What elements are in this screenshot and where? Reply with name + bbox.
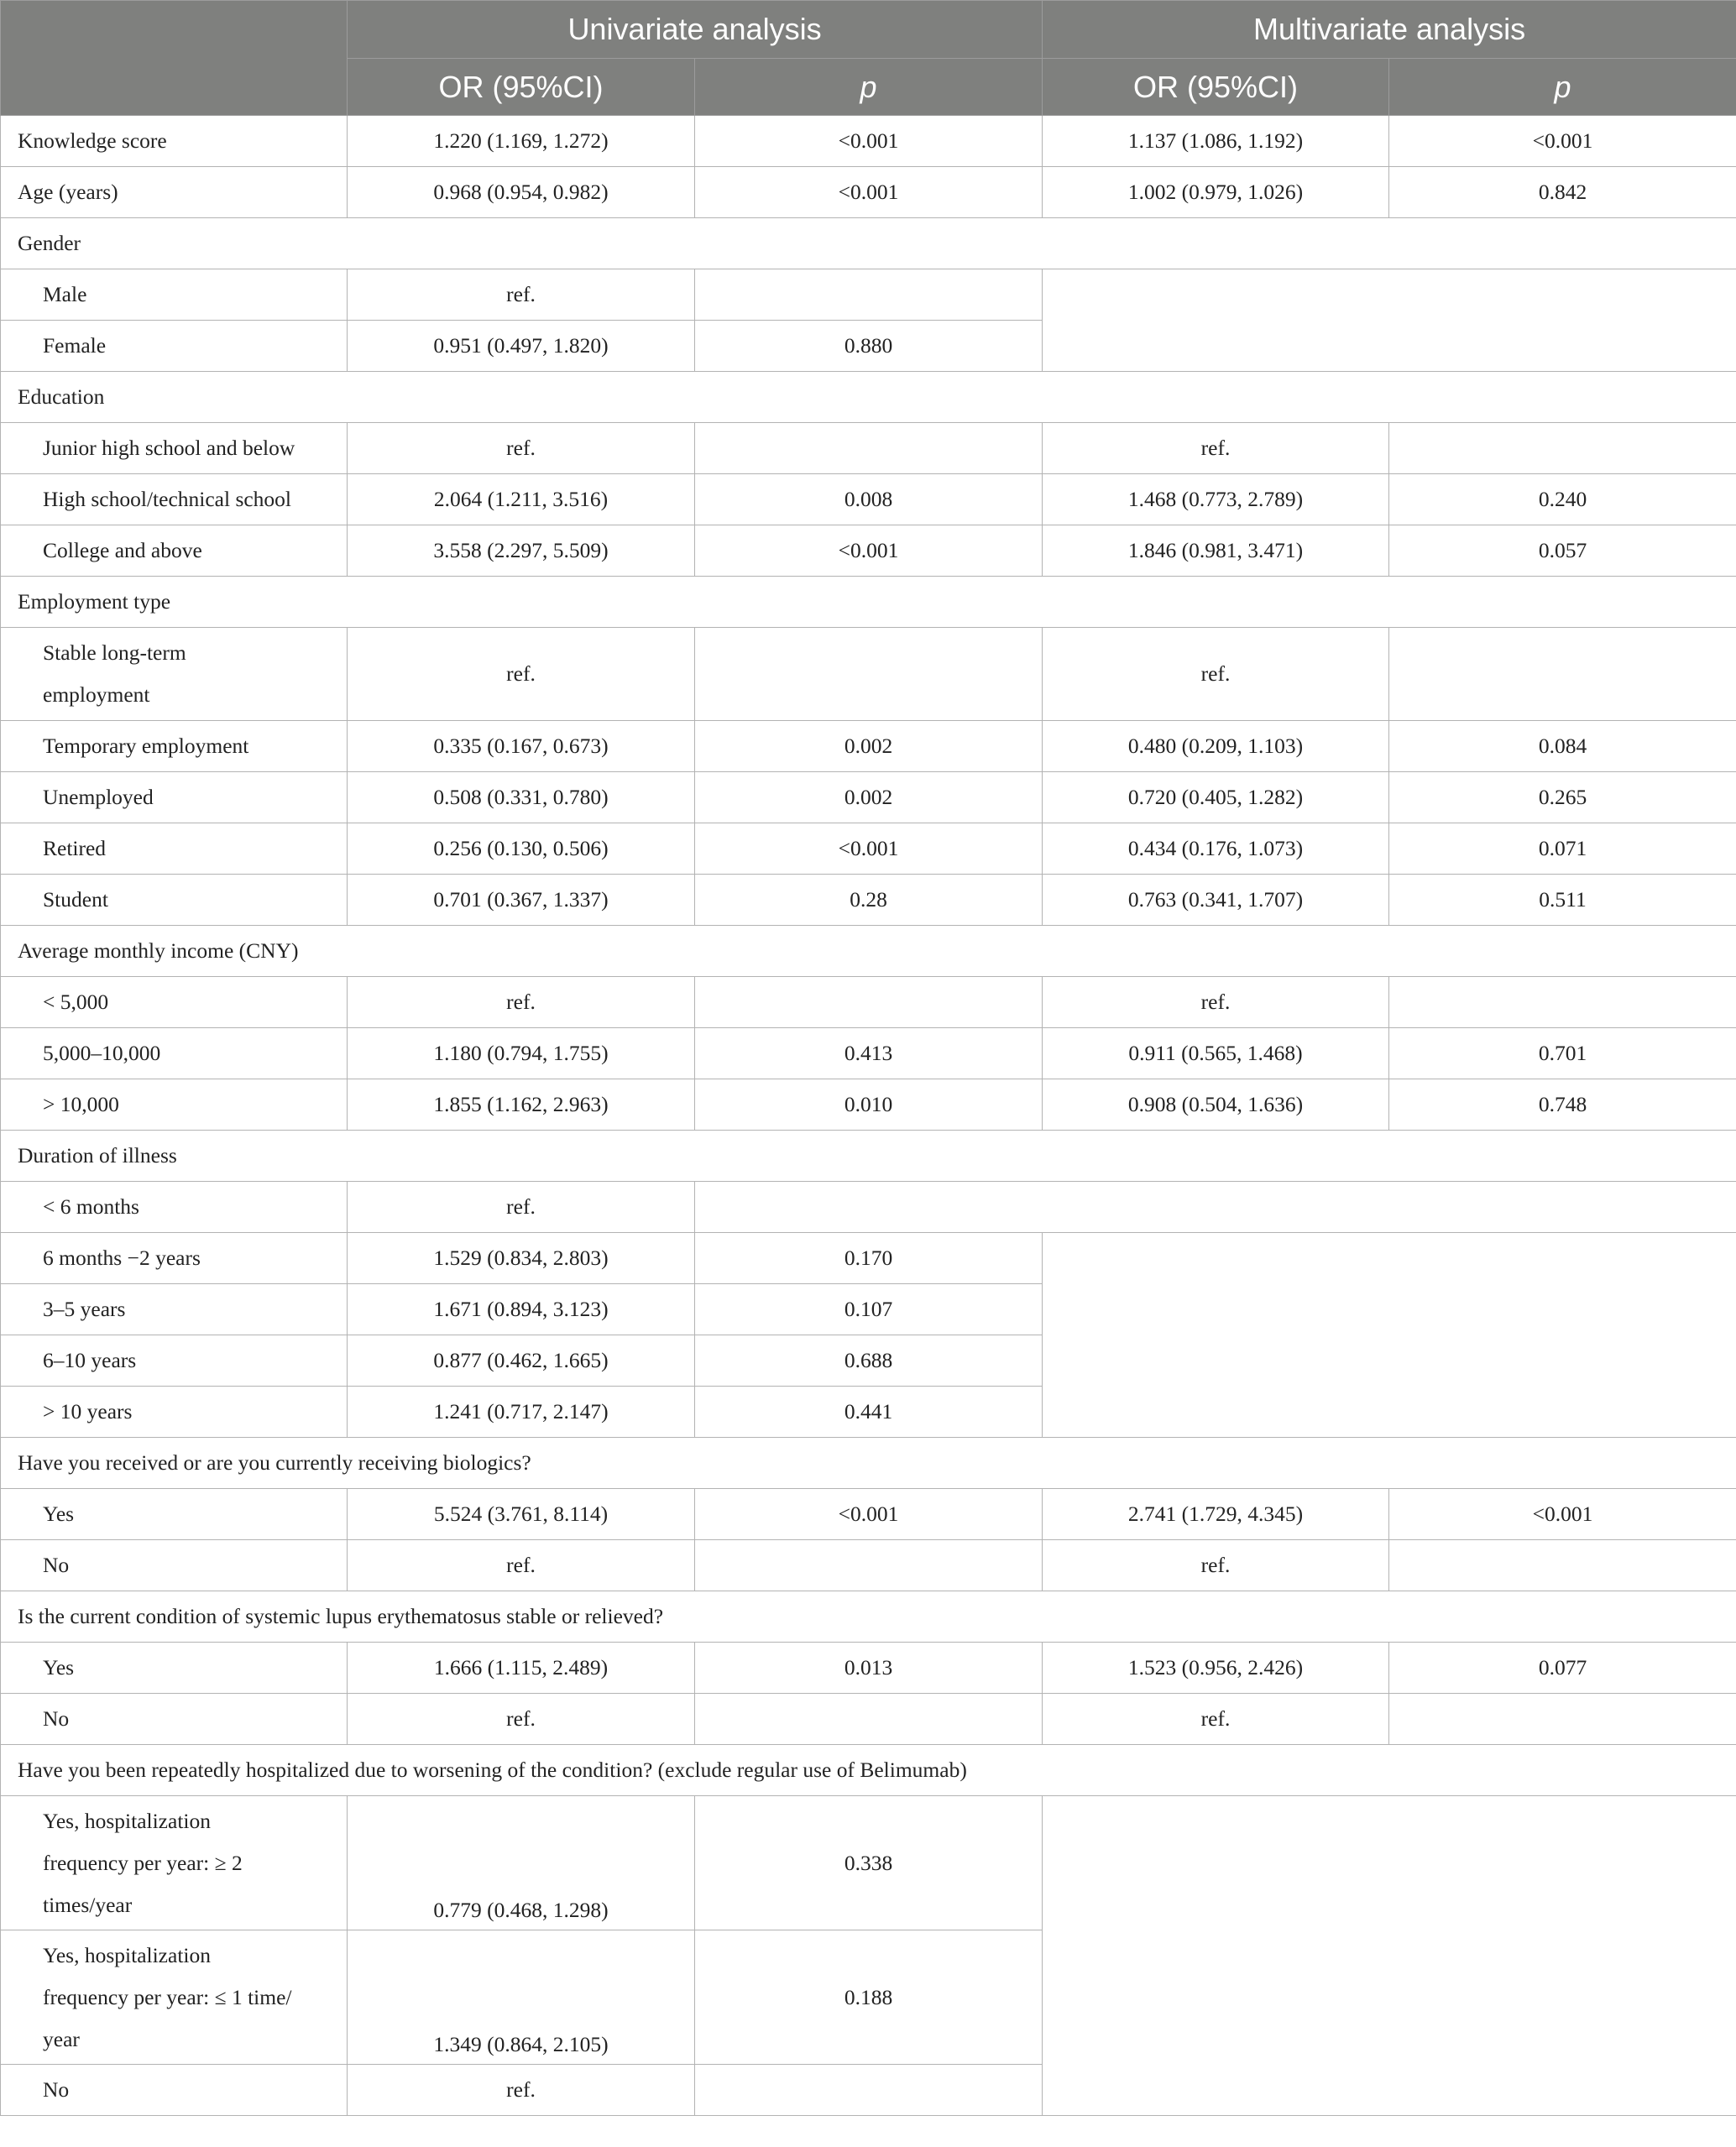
- header-multivariate-p: p: [1389, 59, 1736, 116]
- univariate-or-cell: 0.877 (0.462, 1.665): [348, 1335, 695, 1387]
- univariate-or-cell: 0.701 (0.367, 1.337): [348, 875, 695, 926]
- row-label: No: [1, 1694, 348, 1745]
- multivariate-p-cell: [1389, 1540, 1736, 1591]
- multivariate-empty: [1043, 1796, 1736, 2116]
- univariate-p-cell: <0.001: [695, 823, 1043, 875]
- multivariate-or-cell: ref.: [1043, 1540, 1389, 1591]
- univariate-p-cell: 0.688: [695, 1335, 1043, 1387]
- row-label-line: Stable long-term: [43, 640, 186, 665]
- section-row: [1, 218, 1736, 269]
- univariate-p-cell: 0.28: [695, 875, 1043, 926]
- univariate-or-cell: ref.: [348, 1694, 695, 1745]
- section-label-sle: Is the current condition of systemic lupus erythematosus stable or relieved?: [1, 1591, 1736, 1643]
- table-row: [1, 721, 1736, 772]
- univariate-or-cell: 1.671 (0.894, 3.123): [348, 1284, 695, 1335]
- univariate-or-cell: 0.968 (0.954, 0.982): [348, 167, 695, 218]
- section-label-biologics: Have you received or are you currently receiving biologics?: [1, 1438, 1736, 1489]
- empty-cell: [695, 1182, 1736, 1233]
- multivariate-p-cell: <0.001: [1389, 1489, 1736, 1540]
- row-label-line: frequency per year: ≥ 2: [43, 1850, 243, 1875]
- multivariate-p-cell: 0.842: [1389, 167, 1736, 218]
- univariate-or-cell: ref.: [348, 1540, 695, 1591]
- univariate-p-cell: 0.188: [695, 1930, 1043, 2065]
- univariate-or-cell: ref.: [348, 2065, 695, 2116]
- multivariate-p-cell: 0.077: [1389, 1643, 1736, 1694]
- row-label-line: Yes, hospitalization: [43, 1942, 211, 1967]
- header-blank: [1, 1, 348, 116]
- univariate-p-cell: [695, 269, 1043, 321]
- row-label: College and above: [1, 525, 348, 577]
- header-univariate-p: p: [695, 59, 1043, 116]
- row-label: > 10,000: [1, 1079, 348, 1131]
- multivariate-p-cell: <0.001: [1389, 116, 1736, 167]
- univariate-or-cell: 0.256 (0.130, 0.506): [348, 823, 695, 875]
- row-label: < 6 months: [1, 1182, 348, 1233]
- univariate-p-cell: <0.001: [695, 1489, 1043, 1540]
- section-label-income: Average monthly income (CNY): [1, 926, 1736, 977]
- univariate-or-cell: 0.335 (0.167, 0.673): [348, 721, 695, 772]
- univariate-p-cell: [695, 977, 1043, 1028]
- table-row: [1, 1540, 1736, 1591]
- header-multivariate-or: OR (95%CI): [1043, 59, 1389, 116]
- section-label-gender: Gender: [1, 218, 1736, 269]
- row-label: [1, 1796, 348, 1930]
- univariate-p-cell: 0.107: [695, 1284, 1043, 1335]
- section-label-employment: Employment type: [1, 577, 1736, 628]
- section-row: [1, 1131, 1736, 1182]
- univariate-or-cell: ref.: [348, 1182, 695, 1233]
- row-label: High school/technical school: [1, 474, 348, 525]
- table-row: [1, 167, 1736, 218]
- univariate-p-cell: 0.170: [695, 1233, 1043, 1284]
- univariate-or-cell: ref.: [348, 423, 695, 474]
- univariate-or-cell: 1.241 (0.717, 2.147): [348, 1387, 695, 1438]
- row-label: Yes: [1, 1489, 348, 1540]
- multivariate-or-cell: ref.: [1043, 628, 1389, 721]
- multivariate-p-cell: 0.265: [1389, 772, 1736, 823]
- multivariate-p-cell: 0.057: [1389, 525, 1736, 577]
- row-label: Male: [1, 269, 348, 321]
- univariate-p-cell: 0.338: [695, 1796, 1043, 1930]
- row-label-line: times/year: [43, 1892, 133, 1917]
- row-label-line: year: [43, 2026, 80, 2051]
- section-row: [1, 1438, 1736, 1489]
- row-label: 5,000–10,000: [1, 1028, 348, 1079]
- section-row: [1, 1745, 1736, 1796]
- univariate-or-cell: 1.220 (1.169, 1.272): [348, 116, 695, 167]
- row-label: [1, 628, 348, 721]
- row-label: Unemployed: [1, 772, 348, 823]
- multivariate-p-cell: 0.701: [1389, 1028, 1736, 1079]
- table-row: [1, 1182, 1736, 1233]
- univariate-p-cell: [695, 1540, 1043, 1591]
- table-row: [1, 116, 1736, 167]
- table-row: [1, 269, 1736, 321]
- univariate-or-cell: 1.180 (0.794, 1.755): [348, 1028, 695, 1079]
- section-label-duration: Duration of illness: [1, 1131, 1736, 1182]
- table-row: [1, 823, 1736, 875]
- multivariate-or-cell: ref.: [1043, 1694, 1389, 1745]
- table-row: [1, 1233, 1736, 1284]
- section-row: [1, 926, 1736, 977]
- table-row: [1, 772, 1736, 823]
- multivariate-or-cell: 1.846 (0.981, 3.471): [1043, 525, 1389, 577]
- section-label-education: Education: [1, 372, 1736, 423]
- row-label: Female: [1, 321, 348, 372]
- multivariate-or-cell: ref.: [1043, 423, 1389, 474]
- table-row: [1, 1489, 1736, 1540]
- section-row: [1, 372, 1736, 423]
- row-label-line: Yes, hospitalization: [43, 1808, 211, 1833]
- univariate-or-cell: 3.558 (2.297, 5.509): [348, 525, 695, 577]
- multivariate-or-cell: 0.480 (0.209, 1.103): [1043, 721, 1389, 772]
- row-label: 3–5 years: [1, 1284, 348, 1335]
- multivariate-or-cell: 0.763 (0.341, 1.707): [1043, 875, 1389, 926]
- multivariate-or-cell: 0.911 (0.565, 1.468): [1043, 1028, 1389, 1079]
- multivariate-empty: [1043, 1233, 1736, 1438]
- row-label: Junior high school and below: [1, 423, 348, 474]
- row-label: [1, 1930, 348, 2065]
- row-label: < 5,000: [1, 977, 348, 1028]
- table-row: [1, 977, 1736, 1028]
- header-univariate-or: OR (95%CI): [348, 59, 695, 116]
- section-row: [1, 1591, 1736, 1643]
- univariate-p-cell: 0.002: [695, 772, 1043, 823]
- univariate-p-cell: <0.001: [695, 525, 1043, 577]
- multivariate-p-cell: 0.748: [1389, 1079, 1736, 1131]
- univariate-p-cell: [695, 628, 1043, 721]
- univariate-p-cell: [695, 1694, 1043, 1745]
- univariate-p-cell: [695, 2065, 1043, 2116]
- multivariate-p-cell: [1389, 977, 1736, 1028]
- header-multivariate: Multivariate analysis: [1043, 1, 1736, 59]
- univariate-p-cell: <0.001: [695, 167, 1043, 218]
- table-row: [1, 1796, 1736, 1930]
- univariate-p-cell: 0.441: [695, 1387, 1043, 1438]
- section-label-hospitalization: Have you been repeatedly hospitalized due to worsening of the condition? (exclude regular use of Belimumab): [1, 1745, 1736, 1796]
- univariate-or-cell: 1.855 (1.162, 2.963): [348, 1079, 695, 1131]
- multivariate-p-cell: 0.084: [1389, 721, 1736, 772]
- univariate-p-cell: 0.880: [695, 321, 1043, 372]
- univariate-p-cell: 0.413: [695, 1028, 1043, 1079]
- row-label: Yes: [1, 1643, 348, 1694]
- table-row: [1, 628, 1736, 721]
- multivariate-or-cell: 1.137 (1.086, 1.192): [1043, 116, 1389, 167]
- univariate-or-cell: 1.666 (1.115, 2.489): [348, 1643, 695, 1694]
- multivariate-p-cell: 0.071: [1389, 823, 1736, 875]
- section-row: [1, 577, 1736, 628]
- multivariate-or-cell: ref.: [1043, 977, 1389, 1028]
- table-row: [1, 474, 1736, 525]
- table-row: [1, 423, 1736, 474]
- table-row: [1, 1694, 1736, 1745]
- univariate-or-cell: 1.529 (0.834, 2.803): [348, 1233, 695, 1284]
- univariate-p-cell: [695, 423, 1043, 474]
- univariate-p-cell: 0.010: [695, 1079, 1043, 1131]
- univariate-or-cell: 5.524 (3.761, 8.114): [348, 1489, 695, 1540]
- univariate-or-cell: 0.779 (0.468, 1.298): [348, 1796, 695, 1930]
- table-row: [1, 1079, 1736, 1131]
- row-label: Knowledge score: [1, 116, 348, 167]
- row-label: > 10 years: [1, 1387, 348, 1438]
- table-row: [1, 875, 1736, 926]
- univariate-p-cell: <0.001: [695, 116, 1043, 167]
- univariate-or-cell: 1.349 (0.864, 2.105): [348, 1930, 695, 2065]
- row-label: No: [1, 1540, 348, 1591]
- univariate-or-cell: ref.: [348, 977, 695, 1028]
- multivariate-or-cell: 2.741 (1.729, 4.345): [1043, 1489, 1389, 1540]
- univariate-p-cell: 0.008: [695, 474, 1043, 525]
- row-label: Student: [1, 875, 348, 926]
- row-label: Temporary employment: [1, 721, 348, 772]
- header-univariate: Univariate analysis: [348, 1, 1043, 59]
- table-row: [1, 525, 1736, 577]
- univariate-p-cell: 0.013: [695, 1643, 1043, 1694]
- univariate-or-cell: 0.951 (0.497, 1.820): [348, 321, 695, 372]
- multivariate-empty: [1043, 269, 1736, 372]
- multivariate-or-cell: 0.908 (0.504, 1.636): [1043, 1079, 1389, 1131]
- row-label: 6–10 years: [1, 1335, 348, 1387]
- multivariate-or-cell: 1.523 (0.956, 2.426): [1043, 1643, 1389, 1694]
- row-label-line: frequency per year: ≤ 1 time/: [43, 1984, 292, 2009]
- table-row: [1, 1028, 1736, 1079]
- multivariate-or-cell: 1.002 (0.979, 1.026): [1043, 167, 1389, 218]
- univariate-p-cell: 0.002: [695, 721, 1043, 772]
- header-row-1: [1, 1, 1736, 59]
- multivariate-or-cell: 0.720 (0.405, 1.282): [1043, 772, 1389, 823]
- multivariate-or-cell: 0.434 (0.176, 1.073): [1043, 823, 1389, 875]
- table-row: [1, 1643, 1736, 1694]
- multivariate-p-cell: [1389, 423, 1736, 474]
- multivariate-p-cell: [1389, 1694, 1736, 1745]
- multivariate-p-cell: [1389, 628, 1736, 721]
- row-label: No: [1, 2065, 348, 2116]
- row-label: Age (years): [1, 167, 348, 218]
- multivariate-p-cell: 0.511: [1389, 875, 1736, 926]
- univariate-or-cell: ref.: [348, 628, 695, 721]
- multivariate-p-cell: 0.240: [1389, 474, 1736, 525]
- univariate-or-cell: 0.508 (0.331, 0.780): [348, 772, 695, 823]
- multivariate-or-cell: 1.468 (0.773, 2.789): [1043, 474, 1389, 525]
- univariate-or-cell: ref.: [348, 269, 695, 321]
- row-label: 6 months −2 years: [1, 1233, 348, 1284]
- row-label: Retired: [1, 823, 348, 875]
- row-label-line: employment: [43, 682, 150, 707]
- univariate-or-cell: 2.064 (1.211, 3.516): [348, 474, 695, 525]
